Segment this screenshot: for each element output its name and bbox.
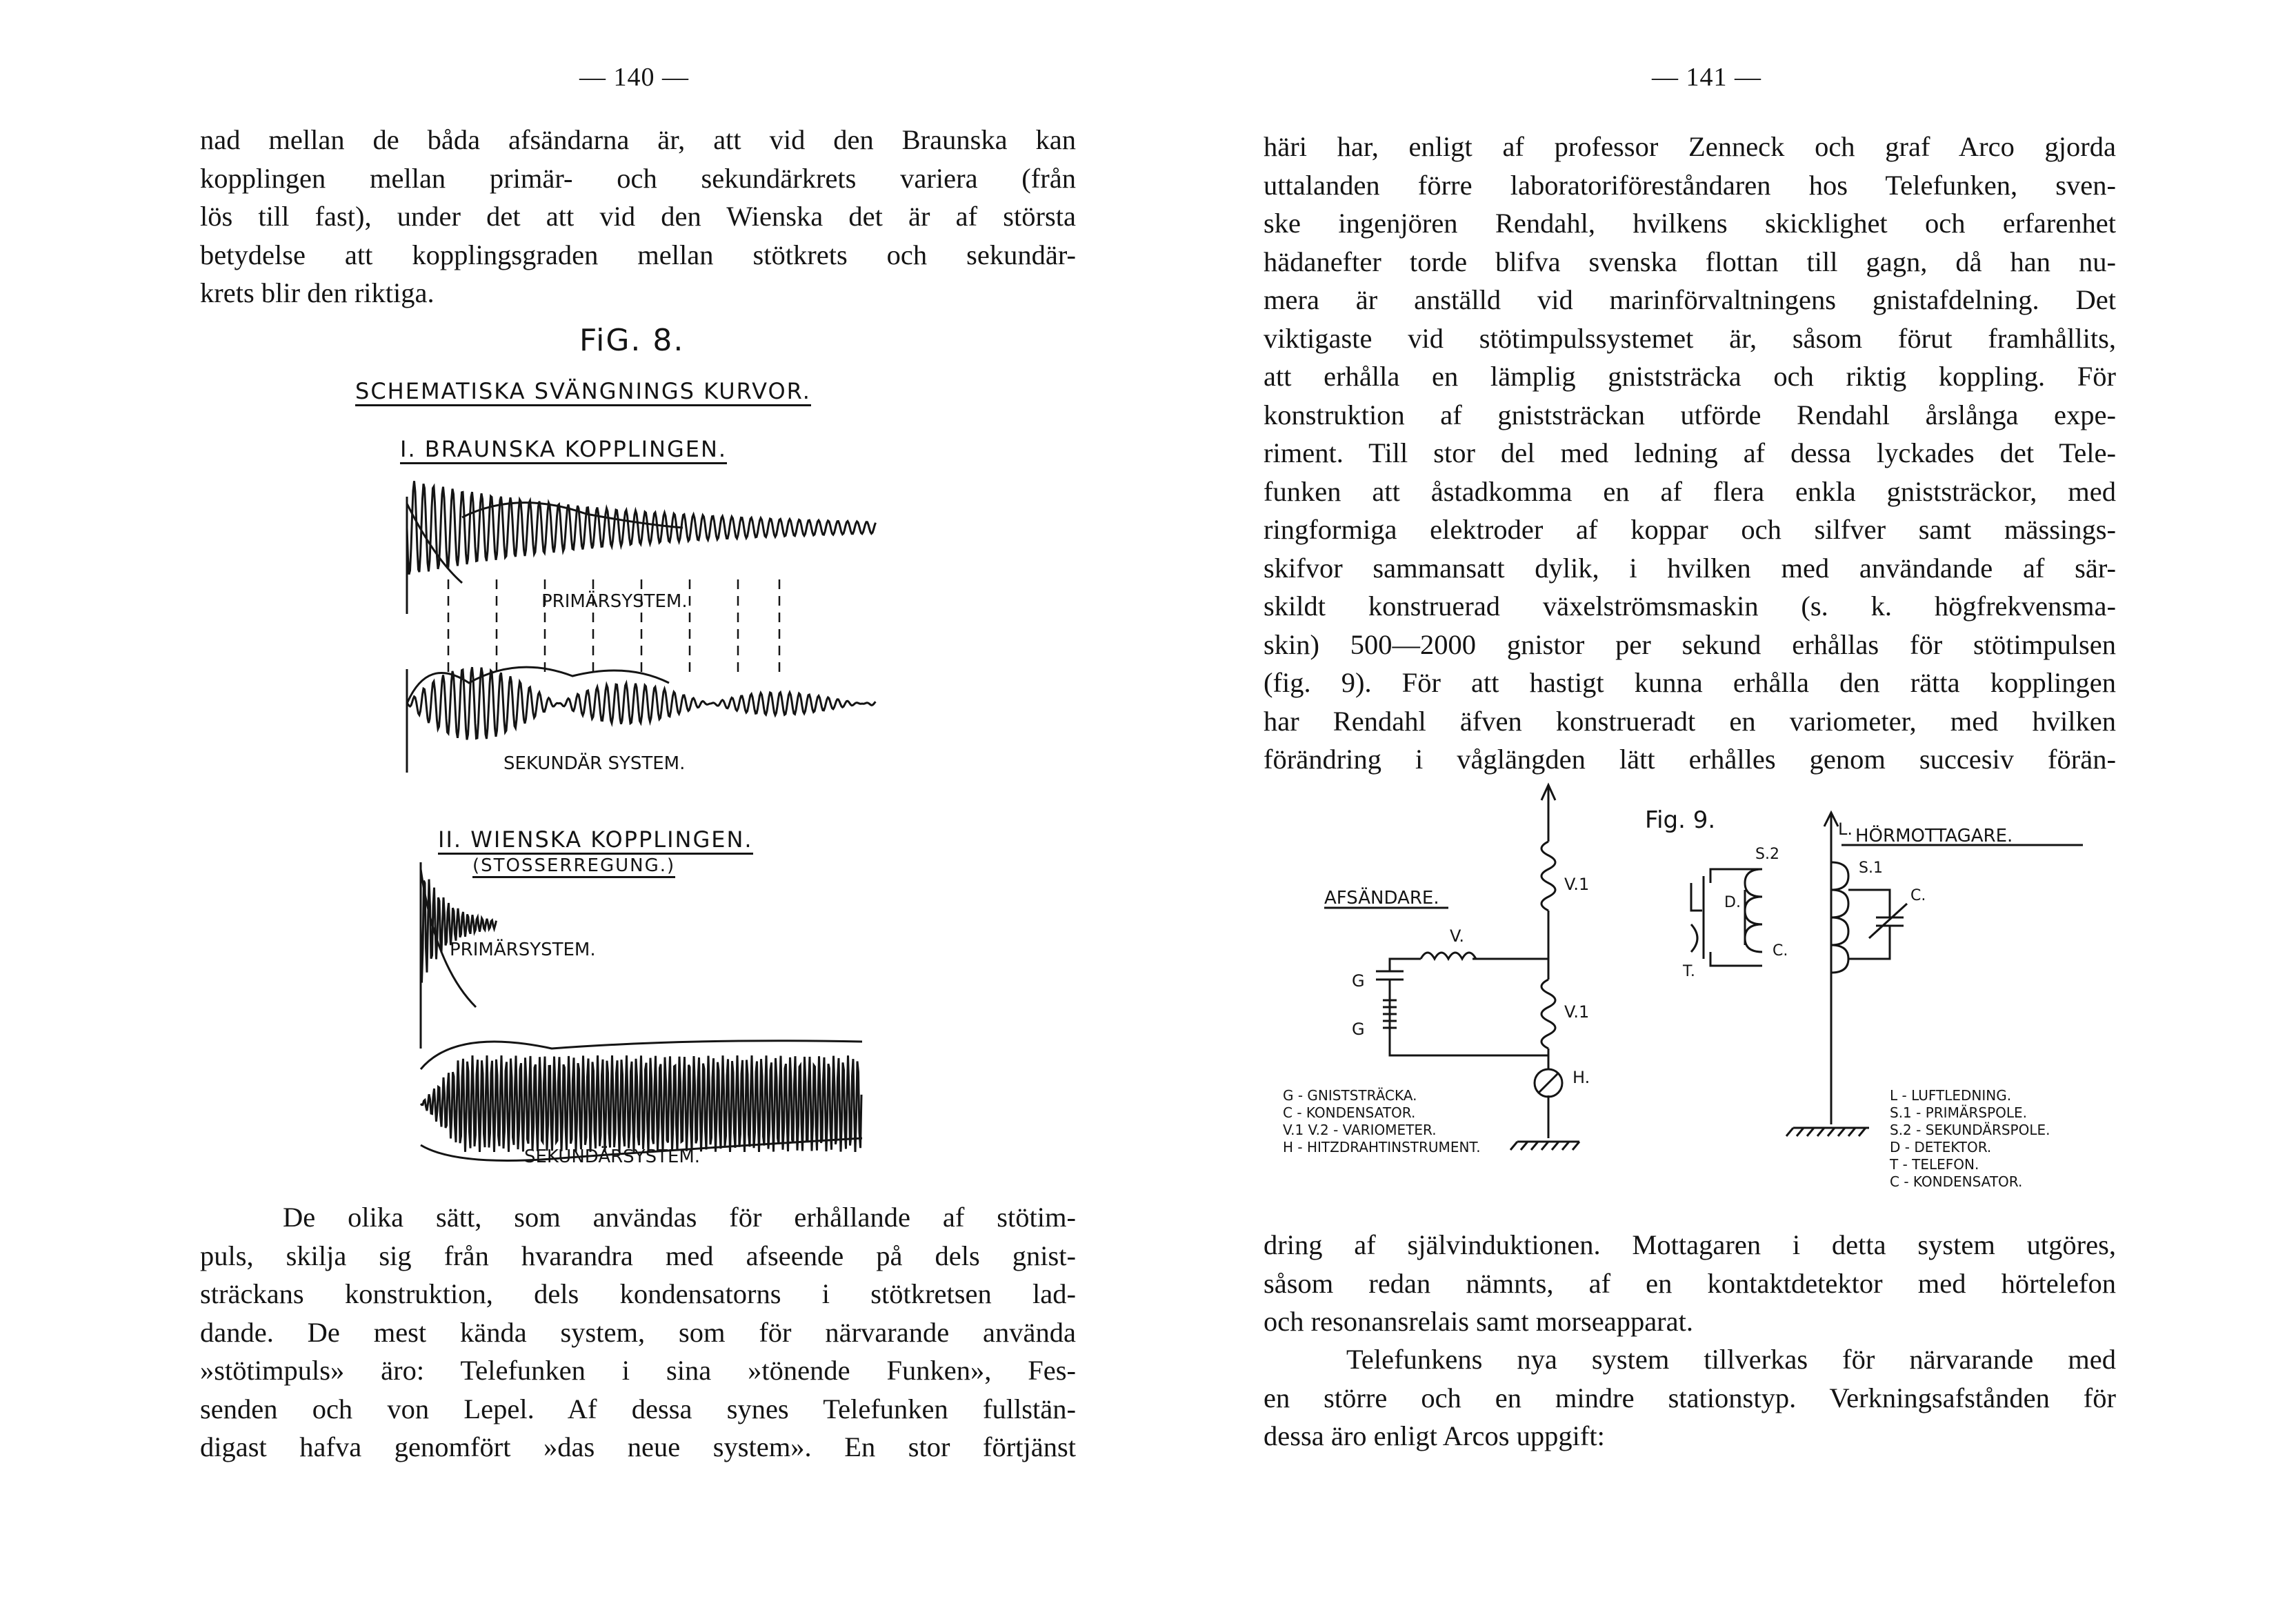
legend-left-item: G - GNISTSTRÄCKA. [1283,1087,1417,1104]
fig9-label: Fig. 9. [1645,806,1716,834]
text-line: De olika sätt, som användas för erhållande af stötim- [283,1202,1076,1233]
text-line: har Rendahl äfven konstrueradt en variometer, med hvilken [1264,705,2116,737]
s2-label: S.2 [1755,846,1779,863]
hormottagare-label: HÖRMOTTAGARE. [1855,826,2013,846]
wien-waveform-diagram [414,842,897,1173]
left-paragraph-2 [200,1198,1076,1467]
secondary-oscillation [421,1055,861,1152]
left-paragraph-1 [200,121,1076,312]
c-small-label: C. [1773,942,1788,960]
text-line: dring af självinduktionen. Mottagaren i detta system utgöres, [1264,1229,2116,1260]
primary-system-label-2: PRIMÄRSYSTEM. [450,940,596,960]
text-line: skildt konstruerad växelströmsmaskin (s. k. högfrekvensma- [1264,590,2116,622]
braun-waveform-diagram [407,476,890,786]
right-paragraph-1 [1264,128,2116,779]
g-mid-label: G [1352,1020,1365,1039]
text-line: viktigaste vid stötimpulssystemet är, såsom förut framhållits, [1264,322,2116,354]
v-label: V. [1450,926,1464,946]
detector-telephone [1691,876,1704,959]
fig8-section1-title: I. BRAUNSKA KOPPLINGEN. [400,436,727,464]
legend-left-item: V.1 V.2 - VARIOMETER. [1283,1122,1437,1138]
legend-right-item: S.1 - PRIMÄRSPOLE. [1890,1104,2028,1121]
variometer-v1-top-coil [1541,842,1555,911]
s1-label: S.1 [1859,860,1883,877]
fig8-section2-subtitle: (STOSSERREGUNG.) [472,855,675,878]
text-line: lös till fast), under det att vid den Wienska det är af största [200,201,1076,232]
text-line: hädanefter torde blifva svenska flottan till gagn, då han nu- [1264,246,2116,277]
legend-right-item: C - KONDENSATOR. [1890,1173,2023,1190]
text-line: dande. De mest kända system, som för närvarande använda [200,1316,1076,1348]
fig8-label: FiG. 8. [579,323,685,358]
variometer-v1-mid-coil [1541,980,1555,1049]
figure-9-circuits [1269,779,2166,1207]
meter-needle [1538,1073,1559,1093]
legend-left [1283,1087,1481,1155]
text-line: betydelse att kopplingsgraden mellan stötkrets och sekundär- [200,239,1076,270]
transmitter-ground [1510,1142,1579,1150]
fig8-section2-title: II. WIENSKA KOPPLINGEN. [438,826,753,855]
fig8-title: SCHEMATISKA SVÄNGNINGS KURVOR. [355,378,811,406]
legend-right-item: T - TELEFON. [1890,1156,1979,1173]
secondary-system-label-2: SEKUNDÄRSYSTEM. [524,1146,701,1167]
receiver-capacitor [1869,897,1907,952]
right-paragraph-2 [1264,1226,2116,1341]
legend-right-item: D - DETEKTOR. [1890,1139,1992,1155]
transmitter-loop [1390,959,1548,1055]
variometer-v-coil [1421,953,1476,959]
spark-gap-symbol [1383,986,1397,1042]
legend-right-item: S.2 - SEKUNDÄRSPOLE. [1890,1122,2050,1138]
v1-top-label: V.1 [1564,875,1590,894]
v1-mid-label: V.1 [1564,1002,1590,1022]
legend-left-item: H - HITZDRAHTINSTRUMENT. [1283,1139,1481,1155]
text-line: puls, skilja sig från hvarandra med afseende på dels gnist- [200,1240,1076,1271]
text-line: sträckans konstruktion, dels kondensatorns i stötkretsen lad- [200,1278,1076,1309]
text-line: häri har, enligt af professor Zenneck och graf Arco gjorda [1264,131,2116,162]
text-line: senden och von Lepel. Af dessa synes Telefunken fullstän- [200,1393,1076,1424]
text-line: skifvor sammansatt dylik, i hvilken med användande af sär- [1264,552,2116,584]
capacitor-c-symbol [1376,971,1404,980]
text-line: konstruktion af gniststräckan utförde Rendahl årslånga expe- [1264,399,2116,430]
text-line: krets blir den riktiga. [200,277,435,308]
right-paragraph-3 [1264,1340,2116,1456]
text-line: skin) 500—2000 gnistor per sekund erhållas för stötimpulsen [1264,628,2116,660]
secondary-system-label-1: SEKUNDÄR SYSTEM. [503,753,686,774]
text-line: riment. Till stor del med ledning af dessa lyckades det Tele- [1264,437,2116,468]
d-label: D. [1724,894,1741,911]
text-line: »stötimpuls» äro: Telefunken i sina »tönende Funken», Fes- [200,1355,1076,1386]
text-line: nad mellan de båda afsändarna är, att vid den Braunska kan [200,124,1076,155]
text-line: ringformiga elektroder af koppar och silfver samt mässings- [1264,514,2116,545]
text-line: att erhålla en lämplig gniststräcka och riktig koppling. För [1264,361,2116,392]
text-line: såsom redan nämnts, af en kontaktdetektor med hörtelefon [1264,1267,2116,1299]
page-number-left: — 140 — [579,63,689,92]
afsandare-label: AFSÄNDARE. [1324,888,1439,908]
g-top-label: G [1352,971,1365,991]
text-line: förändring i våglängden lätt erhålles genom succesiv förän- [1264,744,2116,775]
legend-left-item: C - KONDENSATOR. [1283,1104,1416,1121]
text-line: dessa äro enligt Arcos uppgift: [1264,1420,1605,1451]
text-line: uttalanden förre laboratoriföreståndaren hos Telefunken, sven- [1264,169,2116,201]
text-line: mera är anställd vid marinförvaltningens gnistafdelning. Det [1264,284,2116,315]
text-line: Telefunkens nya system tillverkas för närvarande med [1346,1344,2116,1375]
t-label: T. [1683,963,1695,980]
text-line: funken att åstadkomma en af flera enkla gniststräckor, med [1264,475,2116,507]
legend-right [1889,1087,2050,1190]
secondary-coil-s2 [1745,869,1762,952]
transmitter-wire-main [1473,911,1548,980]
primary-coil-s1 [1831,862,1848,973]
receiver-ground [1786,1128,1869,1136]
primary-oscillation [407,481,876,574]
page-number-right: — 141 — [1652,63,1761,92]
h-label: H. [1573,1068,1590,1087]
text-line: en större och en mindre stationstyp. Verkningsafstånden för [1264,1382,2116,1413]
legend-right-item: L - LUFTLEDNING. [1890,1087,2012,1104]
text-line: ske ingenjören Rendahl, hvilkens skicklighet och erfarenhet [1264,208,2116,239]
primary-system-label-1: PRIMÄRSYSTEM. [541,591,688,612]
text-line: digast hafva genomfört »das neue system». En stor förtjänst [200,1431,1076,1462]
text-line: (fig. 9). För att hastigt kunna erhålla den rätta kopplingen [1264,667,2116,698]
text-line: och resonansrelais samt morseapparat. [1264,1306,1694,1337]
c-label: C. [1910,887,1926,904]
l-label: L. [1838,820,1853,839]
text-line: kopplingen mellan primär- och sekundärkrets variera (från [200,162,1076,194]
primary-impulse [421,880,497,983]
